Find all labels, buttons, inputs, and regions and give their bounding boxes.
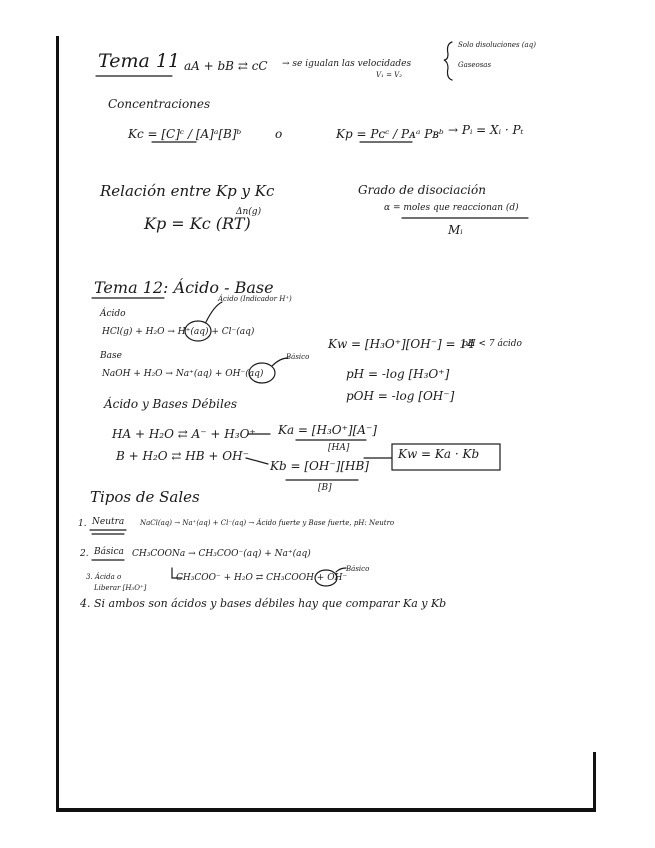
kc-formula: Kc = [C]ᶜ / [A]ᵃ[B]ᵇ xyxy=(128,127,242,141)
sal3-note: Básico xyxy=(346,565,370,573)
partial-pressure: → Pᵢ = Xᵢ · Pₜ xyxy=(448,123,524,137)
ka-denominator: [HA] xyxy=(328,443,350,453)
page-bottom-edge xyxy=(56,808,596,812)
acido-pointer xyxy=(206,302,222,322)
ph-note: pH < 7 ácido xyxy=(462,339,522,349)
tema11-velocities: V₁ = V₂ xyxy=(376,71,403,79)
grado-label: Grado de disociación xyxy=(358,183,486,197)
sal2-text: CH₃COONa → CH₃COO⁻(aq) + Na⁺(aq) xyxy=(132,549,311,559)
or-label: o xyxy=(275,127,283,141)
acido-reaction: HCl(g) + H₂O → H⁺(aq) + Cl⁻(aq) xyxy=(102,327,255,337)
kb-numerator: Kb = [OH⁻][HB] xyxy=(270,459,369,473)
alpha-numerator: α = moles que reaccionan (d) xyxy=(384,203,519,213)
base-reaction: NaOH + H₂O → Na⁺(aq) + OH⁻(aq) xyxy=(102,369,264,379)
sal4-text: 4. Si ambos son ácidos y bases débiles hay que comparar Ka y Kb xyxy=(80,597,447,610)
page-right-edge xyxy=(593,752,596,810)
tema11-reaction: aA + bB ⇄ cC xyxy=(184,59,268,73)
kb-denominator: [B] xyxy=(318,483,332,493)
sal2-word: Básica xyxy=(94,547,124,557)
base-label: Base xyxy=(100,351,122,361)
sal3-left2: Liberar [H₃O⁺] xyxy=(94,584,147,592)
tema11-brace1: Solo disoluciones (aq) xyxy=(458,41,536,49)
sal1-text: NaCl(aq) → Na⁺(aq) + Cl⁻(aq) → Ácido fuerte y Base fuerte, pH: Neutro xyxy=(140,519,395,527)
acido-note: Ácido (Indicador H⁺) xyxy=(218,295,292,303)
ph-formula: pH = -log [H₃O⁺] xyxy=(346,367,450,381)
base-note: Básico xyxy=(286,353,310,361)
poh-formula: pOH = -log [OH⁻] xyxy=(346,389,455,403)
kw-formula: Kw = [H₃O⁺][OH⁻] = 14 xyxy=(328,337,475,351)
page-left-edge xyxy=(56,36,59,812)
sal3-text: CH₃COO⁻ + H₂O ⇄ CH₃COOH + OH⁻ xyxy=(176,573,348,583)
relacion-exponent: Δn(g) xyxy=(236,207,262,217)
sales-title: Tipos de Sales xyxy=(90,488,200,506)
tema12-title: Tema 12: Ácido - Base xyxy=(94,278,274,297)
sal1-word: Neutra xyxy=(92,517,125,527)
relacion-label: Relación entre Kp y Kc xyxy=(100,182,275,200)
sal3-left: 3. Ácida o xyxy=(86,573,122,581)
debiles-label: Ácido y Bases Débiles xyxy=(104,397,238,411)
ha-reaction: HA + H₂O ⇄ A⁻ + H₃O⁺ xyxy=(112,427,256,441)
relacion-formula: Kp = Kc (RT) xyxy=(144,214,251,233)
sal2-number: 2. xyxy=(80,549,89,559)
ka-numerator: Ka = [H₃O⁺][A⁻] xyxy=(278,423,377,437)
tema11-brace2: Gaseosas xyxy=(458,61,492,69)
concentraciones-label: Concentraciones xyxy=(108,97,211,111)
b-reaction: B + H₂O ⇄ HB + OH⁻ xyxy=(116,449,249,463)
sal1-number: 1. xyxy=(78,519,87,529)
brace-mark xyxy=(444,42,452,80)
kw-box-formula: Kw = Ka · Kb xyxy=(398,447,480,461)
tema11-note: → se igualan las velocidades xyxy=(282,59,412,69)
alpha-denominator: Mᵢ xyxy=(448,223,463,237)
kb-arrow xyxy=(246,458,268,464)
tema11-title: Tema 11 xyxy=(98,50,181,72)
acido-label: Ácido xyxy=(100,309,126,319)
sal3-pointer xyxy=(336,568,346,572)
kp-formula: Kp = Pᴄᶜ / Pᴀᵃ Pʙᵇ xyxy=(336,127,444,141)
